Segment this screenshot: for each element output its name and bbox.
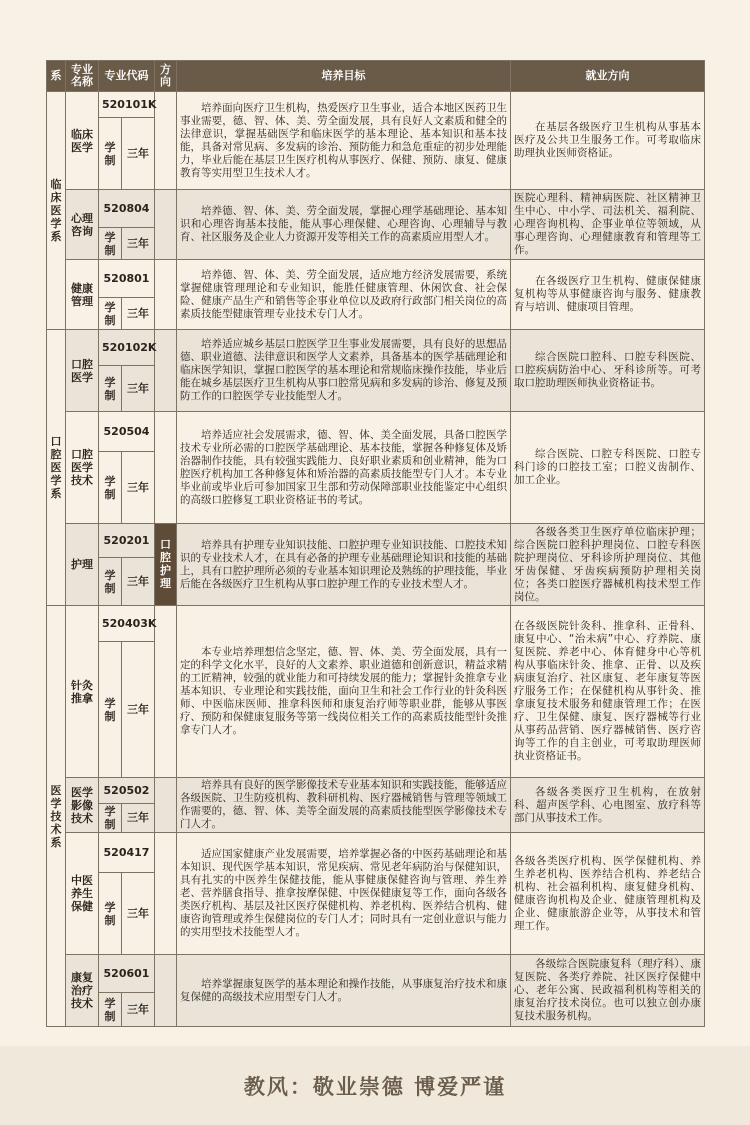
direction-cell xyxy=(155,412,177,524)
study-years: 三年 xyxy=(122,452,155,524)
training-goal: 培养适应社会发展需求，德、智、体、美全面发展，具备口腔医学技术专业所必需的口腔医学基础理论、基本技能，掌握各种修复体及矫治器制作技能，具有较强实践能力、良好职业素质和创业精神，能为口腔医疗机构加工各种修复体和矫治器的高素质技能型专门人才。本专业毕业前或毕业后可参加国家卫生部和劳动保障部职业技能鉴定中心组织的高级口腔修复工职业资格证书的考试。 xyxy=(177,412,511,524)
direction-cell xyxy=(155,955,177,1027)
major-code: 520201 xyxy=(99,524,155,558)
footer-banner xyxy=(0,1046,750,1125)
employment-direction: 在各级医疗卫生机构、健康保健康复机构等从事健康咨询与服务、健康教育与培训、健康项目管理。 xyxy=(511,260,705,330)
major-code: 520801 xyxy=(99,260,155,298)
major-code: 520601 xyxy=(99,955,155,993)
training-goal: 培养具有良好的医学影像技术专业基本知识和实践技能，能够适应各级医院、卫生防疫机构、教科研机构、医疗器械销售与管理等领域工作需要的，德、智、体、美等全面发展的高素质技能型医学影像技术专门人才。 xyxy=(177,778,511,833)
employment-direction: 在各级医院针灸科、推拿科、正骨科、康复中心、“治未病”中心、疗养院、康复医院、养老中心、体育健身中心等机构从事临床针灸、推拿、正骨、以及疾病康复治疗、社区康复、老年康复等医疗服务工作；在保健机构从事针灸、推拿康复技术服务和健康管理工作；在医疗、卫生保健、康复、医疗器械等行业从事药品营销、医疗器械销售、医疗咨询等工作的自主创业，可考取助理医师执业资格证书。 xyxy=(511,606,705,778)
table-row xyxy=(47,190,705,228)
teaching-motto: 教风：敬业崇德 博爱严谨 xyxy=(243,1074,507,1099)
system-label: 学制 xyxy=(99,118,122,190)
study-years: 三年 xyxy=(122,558,155,606)
employment-direction: 综合医院、口腔专科医院、口腔专科门诊的口腔技工室；口腔义齿制作、加工企业。 xyxy=(511,412,705,524)
header-code: 专业代码 xyxy=(99,61,155,92)
employment-direction: 在基层各级医疗卫生机构从事基本医疗及公共卫生服务工作。可考取临床助理执业医师资格证。 xyxy=(511,92,705,190)
direction-cell xyxy=(155,260,177,330)
system-label: 学制 xyxy=(99,558,122,606)
direction-cell xyxy=(155,833,177,955)
program-table-container xyxy=(46,60,704,1027)
training-goal: 培养掌握康复医学的基本理论和操作技能，从事康复治疗技术和康复保健的高级技术应用型专门人才。 xyxy=(177,955,511,1027)
system-label: 学制 xyxy=(99,228,122,260)
major-name: 心理咨询 xyxy=(66,190,99,260)
department-cell: 口腔医学系 xyxy=(47,330,66,606)
employment-direction: 各级各类医疗卫生机构，在放射科、超声医学科、心电图室、放疗科等部门从事技术工作。 xyxy=(511,778,705,833)
direction-cell: 口腔护理 xyxy=(155,524,177,606)
training-goal: 适应国家健康产业发展需要，培养掌握必备的中医药基础理论和基本知识、现代医学基本知识，常见疾病、常见老年病防治与保健知识，具有扎实的中医养生保健技能，能从事健康保健咨询与管理、养生养老、营养膳食指导、推拿按摩保健、中医保健康复等工作，面向各级各类医疗机构、基层及社区医疗保健机构、养老机构、医养结合机构、健康咨询管理或养生保健岗位的专门人才；同时具有一定创业意识与能力的实用型技术技能型人才。 xyxy=(177,833,511,955)
system-label: 学制 xyxy=(99,642,122,778)
system-label: 学制 xyxy=(99,873,122,955)
training-goal: 培养德、智、体、美、劳全面发展，掌握心理学基础理论、基本知识和心理咨询基本技能，能从事心理保健、心理咨询、心理辅导与教育、社区服务及企业人力资源开发等相关工作的高素质应用型人才。 xyxy=(177,190,511,260)
training-goal: 培养德、智、体、美、劳全面发展，适应地方经济发展需要，系统掌握健康管理理论和专业知识，能胜任健康管理、休闲饮食、社会保险、健康产品生产和销售等企事业单位以及政府行政部门相关岗位的高素质技能型健康管理专业技术专门人才。 xyxy=(177,260,511,330)
table-row xyxy=(47,833,705,873)
major-name: 口腔医学技术 xyxy=(66,412,99,524)
direction-cell xyxy=(155,330,177,412)
training-goal: 培养具有护理专业知识技能、口腔护理专业知识技能、口腔技术知识的专业技术人才，在具有必备的护理专业基础理论知识和技能的基础上，具有口腔护理所必须的专业基本知识理论及熟练的护理技能，毕业后能在各级医疗卫生机构从事口腔护理工作的专业技术型人才。 xyxy=(177,524,511,606)
table-header-row xyxy=(47,61,705,92)
header-direction: 方向 xyxy=(155,61,177,92)
direction-cell xyxy=(155,778,177,833)
major-name: 护理 xyxy=(66,524,99,606)
direction-cell xyxy=(155,92,177,190)
major-code: 520102K xyxy=(99,330,155,366)
major-code: 520403K xyxy=(99,606,155,642)
system-label: 学制 xyxy=(99,993,122,1027)
direction-cell xyxy=(155,190,177,260)
major-name: 临床医学 xyxy=(66,92,99,190)
header-major: 专业名称 xyxy=(66,61,99,92)
employment-direction: 各级各类卫生医疗单位临床护理；综合医院口腔科护理岗位、口腔专科医院护理岗位、牙科诊所护理岗位、其他牙齿保健、牙齿疾病预防护理相关岗位；各类口腔医疗器械机构技术型工作岗位。 xyxy=(511,524,705,606)
major-code: 520417 xyxy=(99,833,155,873)
header-employment: 就业方向 xyxy=(511,61,705,92)
header-goal: 培养目标 xyxy=(177,61,511,92)
department-cell: 临床医学系 xyxy=(47,92,66,330)
major-code: 520101K xyxy=(99,92,155,118)
employment-direction: 医院心理科、精神病医院、社区精神卫生中心、中小学、司法机关、福利院、心理咨询机构、企事业单位等领域，从事心理咨询、心理健康教育和管理等工作。 xyxy=(511,190,705,260)
study-years: 三年 xyxy=(122,118,155,190)
study-years: 三年 xyxy=(122,873,155,955)
direction-cell xyxy=(155,606,177,778)
table-row xyxy=(47,92,705,118)
study-years: 三年 xyxy=(122,228,155,260)
training-goal: 本专业培养理想信念坚定，德、智、体、美、劳全面发展，具有一定的科学文化水平，良好的人文素养、职业道德和创新意识，精益求精的工匠精神，较强的就业能力和可持续发展的能力；掌握针灸推拿专业基本知识、专业理论和实践技能，面向卫生和社会工作行业的针灸科医师、中医临床医师、推拿科医师和康复治疗师等职业群，能够从事医疗、预防和保健康复服务等第一线岗位相关工作的高素质技能型针灸推拿专门人才。 xyxy=(177,606,511,778)
header-dept: 系 xyxy=(47,61,66,92)
system-label: 学制 xyxy=(99,804,122,833)
system-label: 学制 xyxy=(99,452,122,524)
employment-direction: 综合医院口腔科、口腔专科医院、口腔疾病防治中心、牙科诊所等。可考取口腔助理医师执业资格证书。 xyxy=(511,330,705,412)
program-table xyxy=(46,60,705,1027)
table-row xyxy=(47,412,705,452)
major-code: 520504 xyxy=(99,412,155,452)
major-name: 医学影像技术 xyxy=(66,778,99,833)
training-goal: 培养面向医疗卫生机构，热爱医疗卫生事业，适合本地区医药卫生事业需要，德、智、体、美、劳全面发展，具有良好人文素质和健全的法律意识，掌握基础医学和临床医学的基本理论、基本知识和基本技能，具备对常见病、多发病的诊治、预防能力和急危重症的初步处理能力，毕业后能在基层卫生医疗机构从事医疗、保健、预防、康复、健康教育等实用型卫生技术人才。 xyxy=(177,92,511,190)
study-years: 三年 xyxy=(122,993,155,1027)
study-years: 三年 xyxy=(122,642,155,778)
department-cell: 医学技术系 xyxy=(47,606,66,1027)
table-row xyxy=(47,778,705,804)
major-name: 中医养生保健 xyxy=(66,833,99,955)
study-years: 三年 xyxy=(122,298,155,330)
table-row xyxy=(47,260,705,298)
study-years: 三年 xyxy=(122,804,155,833)
table-row xyxy=(47,330,705,366)
major-name: 口腔医学 xyxy=(66,330,99,412)
system-label: 学制 xyxy=(99,298,122,330)
table-row xyxy=(47,955,705,993)
employment-direction: 各级综合医院康复科（理疗科）、康复医院、各类疗养院、社区医疗保健中心、老年公寓、民政福利机构等相关的康复治疗技术岗位。也可以独立创办康复技术服务机构。 xyxy=(511,955,705,1027)
major-name: 针灸推拿 xyxy=(66,606,99,778)
major-name: 健康管理 xyxy=(66,260,99,330)
major-code: 520502 xyxy=(99,778,155,804)
training-goal: 培养适应城乡基层口腔医学卫生事业发展需要，具有良好的思想品德、职业道德、法律意识和医学人文素养，具备基本的医学基础理论和临床医学知识，掌握口腔医学的基本理论和常规临床操作技能，毕业后能在城乡基层医疗卫生机构从事口腔常见病和多发病的诊治、修复及预防工作的口腔医学专业技能型人才。 xyxy=(177,330,511,412)
study-years: 三年 xyxy=(122,366,155,412)
major-code: 520804 xyxy=(99,190,155,228)
table-row xyxy=(47,606,705,642)
system-label: 学制 xyxy=(99,366,122,412)
employment-direction: 各级各类医疗机构、医学保健机构、养生养老机构、医养结合机构、养老结合机构、社会福利机构、康复健身机构、健康咨询机构及企业、健康管理机构及企业、健康旅游企业等，从事技术和管理工作。 xyxy=(511,833,705,955)
table-row xyxy=(47,524,705,558)
major-name: 康复治疗技术 xyxy=(66,955,99,1027)
